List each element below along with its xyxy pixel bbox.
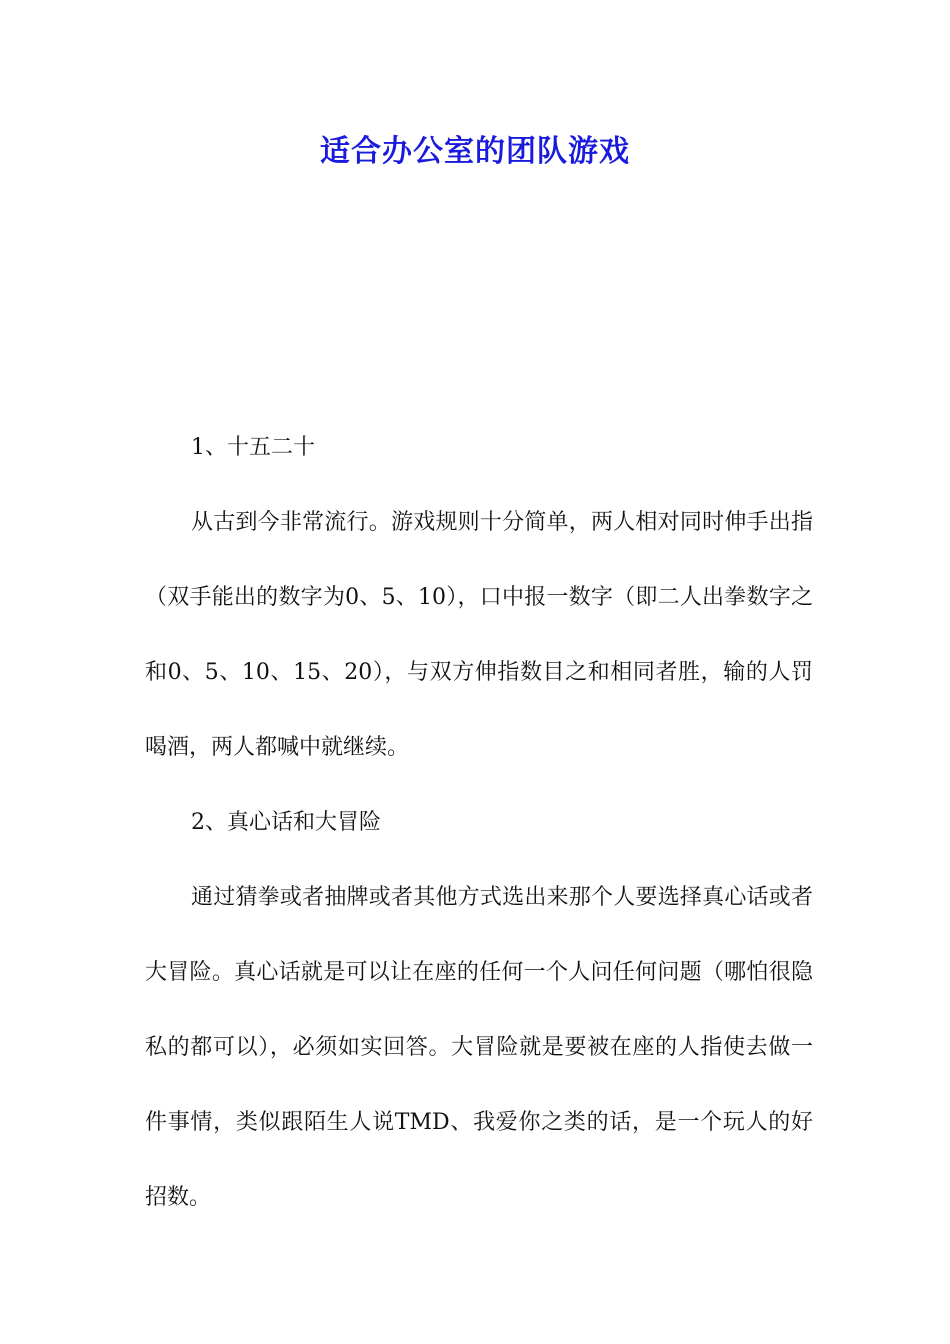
section-heading-1: 1、十五二十 xyxy=(191,435,315,460)
section-paragraph-2: 通过猜拳或者抽牌或者其他方式选出来那个人要选择真心话或者大冒险。真心话就是可以让在座的任何一个人问任何问题（哪怕很隐私的都可以），必须如实回答。大冒险就是要被在座的人指使去做一件事情，类似跟陌生人说TMD、我爱你之类的话，是一个玩人的好招数。 xyxy=(145,885,813,1210)
section-heading-2: 2、真心话和大冒险 xyxy=(191,810,381,835)
page-title: 适合办公室的团队游戏 xyxy=(320,134,630,169)
document-body xyxy=(145,410,813,1235)
section-paragraph-1: 从古到今非常流行。游戏规则十分简单，两人相对同时伸手出指（双手能出的数字为0、5、10），口中报一数字（即二人出拳数字之和0、5、10、15、20），与双方伸指数目之和相同者胜，输的人罚喝酒，两人都喊中就继续。 xyxy=(145,510,813,760)
